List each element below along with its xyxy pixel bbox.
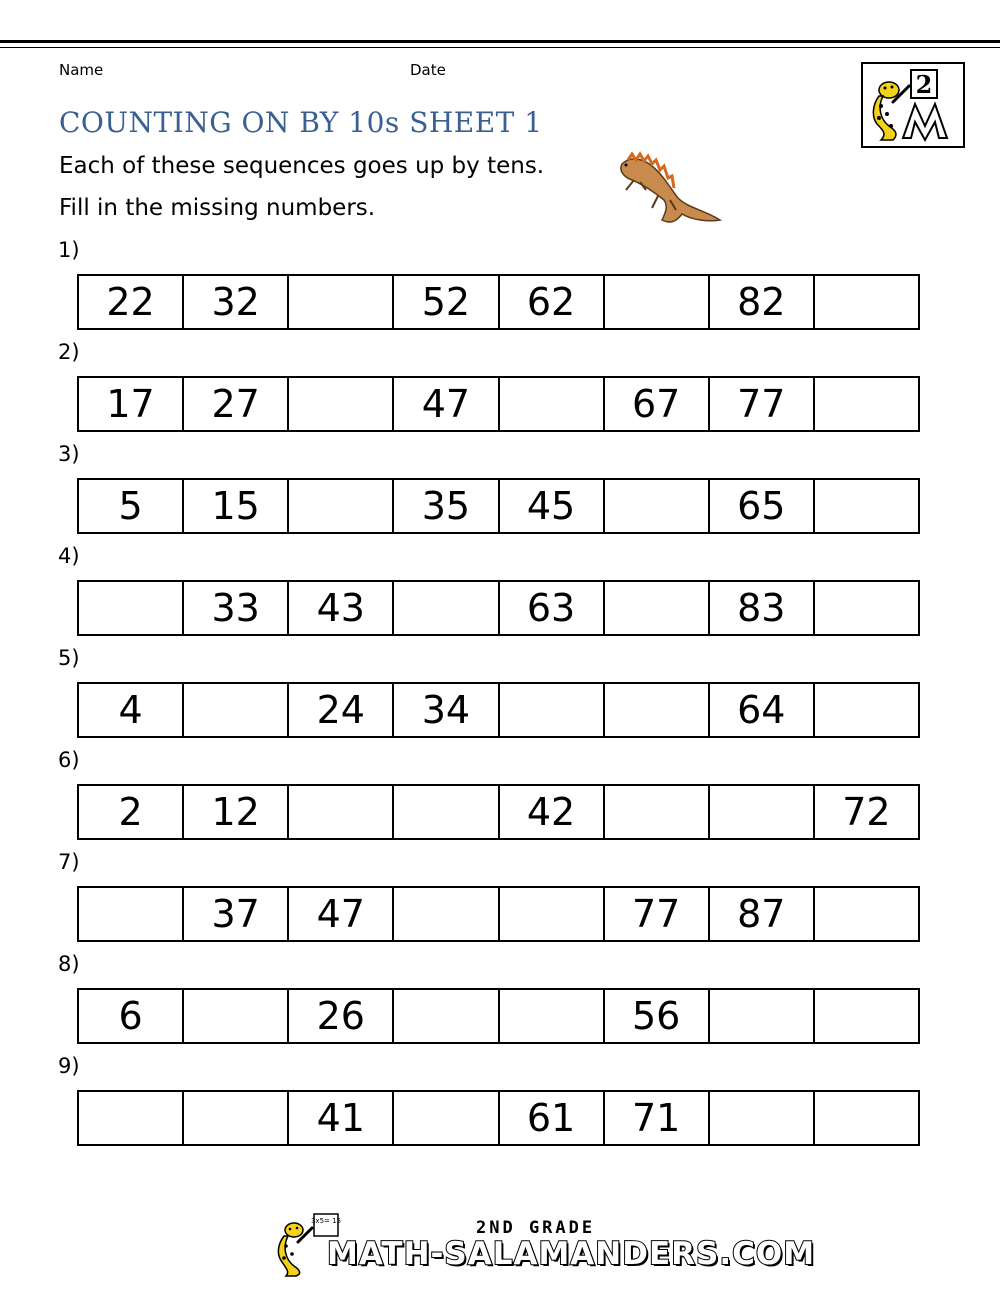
sequence-cell[interactable]: 4 (79, 684, 184, 736)
sequence-cell[interactable] (394, 990, 499, 1042)
sequence-cell[interactable]: 65 (710, 480, 815, 532)
sequence-cell[interactable] (710, 1092, 815, 1144)
sequence-cell[interactable]: 43 (289, 582, 394, 634)
question-label-9: 9) (58, 1054, 80, 1078)
sequence-cell[interactable]: 71 (605, 1092, 710, 1144)
sequence-cell[interactable]: 2 (79, 786, 184, 838)
salamander-logo-icon (863, 64, 963, 146)
sequence-cell[interactable] (605, 684, 710, 736)
sequence-cell[interactable] (289, 480, 394, 532)
sequence-cell[interactable] (605, 786, 710, 838)
footer-board-text: 3x5= 15 (310, 1217, 342, 1225)
sequence-row-1 (77, 274, 920, 330)
sequence-cell[interactable] (394, 582, 499, 634)
date-label: Date (410, 61, 446, 79)
sequence-cell[interactable] (184, 1092, 289, 1144)
sequence-cell[interactable]: 77 (605, 888, 710, 940)
instruction-line-2: Fill in the missing numbers. (59, 195, 376, 221)
sequence-row-4 (77, 580, 920, 636)
sequence-cell[interactable]: 26 (289, 990, 394, 1042)
sequence-cell[interactable]: 37 (184, 888, 289, 940)
sequence-cell[interactable] (394, 786, 499, 838)
sequence-cell[interactable]: 56 (605, 990, 710, 1042)
question-label-8: 8) (58, 952, 80, 976)
sequence-cell[interactable]: 6 (79, 990, 184, 1042)
sequence-cell[interactable]: 22 (79, 276, 184, 328)
sequence-cell[interactable] (815, 684, 918, 736)
sequence-row-2 (77, 376, 920, 432)
question-label-6: 6) (58, 748, 80, 772)
sequence-cell[interactable] (500, 378, 605, 430)
sequence-cell[interactable] (79, 888, 184, 940)
footer-site-name[interactable]: MATH-SALAMANDERS.COM (327, 1236, 816, 1272)
sequence-cell[interactable] (79, 1092, 184, 1144)
sequence-cell[interactable] (605, 276, 710, 328)
sequence-cell[interactable] (710, 990, 815, 1042)
sequence-cell[interactable] (289, 786, 394, 838)
sequence-cell[interactable]: 5 (79, 480, 184, 532)
sequence-cell[interactable]: 32 (184, 276, 289, 328)
sequence-cell[interactable]: 63 (500, 582, 605, 634)
sequence-cell[interactable]: 47 (289, 888, 394, 940)
sequence-cell[interactable] (289, 276, 394, 328)
sequence-cell[interactable] (500, 990, 605, 1042)
sequence-cell[interactable]: 12 (184, 786, 289, 838)
sequence-cell[interactable]: 42 (500, 786, 605, 838)
sequence-cell[interactable]: 83 (710, 582, 815, 634)
sequence-cell[interactable]: 82 (710, 276, 815, 328)
sequence-cell[interactable] (394, 888, 499, 940)
sequence-cell[interactable]: 33 (184, 582, 289, 634)
sequence-cell[interactable]: 27 (184, 378, 289, 430)
question-label-2: 2) (58, 340, 80, 364)
sequence-cell[interactable] (815, 888, 918, 940)
newt-illustration (612, 150, 730, 232)
page-title: COUNTING ON BY 10s SHEET 1 (59, 106, 543, 139)
sequence-cell[interactable] (289, 378, 394, 430)
sequence-cell[interactable] (184, 684, 289, 736)
top-rule-thin (0, 47, 1000, 48)
sequence-cell[interactable]: 61 (500, 1092, 605, 1144)
question-label-5: 5) (58, 646, 80, 670)
sequence-cell[interactable] (605, 480, 710, 532)
sequence-cell[interactable] (815, 276, 918, 328)
sequence-row-5 (77, 682, 920, 738)
sequence-cell[interactable] (710, 786, 815, 838)
sequence-cell[interactable] (79, 582, 184, 634)
sequence-row-9 (77, 1090, 920, 1146)
top-rule-thick (0, 40, 1000, 43)
sequence-row-8 (77, 988, 920, 1044)
sequence-cell[interactable] (394, 1092, 499, 1144)
sequence-cell[interactable]: 45 (500, 480, 605, 532)
grade-logo (861, 62, 965, 148)
sequence-cell[interactable]: 77 (710, 378, 815, 430)
sequence-row-7 (77, 886, 920, 942)
question-label-4: 4) (58, 544, 80, 568)
sequence-cell[interactable] (500, 684, 605, 736)
sequence-cell[interactable]: 17 (79, 378, 184, 430)
sequence-cell[interactable] (815, 1092, 918, 1144)
sequence-cell[interactable]: 24 (289, 684, 394, 736)
sequence-cell[interactable]: 64 (710, 684, 815, 736)
sequence-cell[interactable] (184, 990, 289, 1042)
sequence-cell[interactable] (605, 582, 710, 634)
sequence-cell[interactable]: 52 (394, 276, 499, 328)
sequence-cell[interactable] (815, 582, 918, 634)
footer-grade-label: 2ND GRADE (476, 1218, 596, 1238)
sequence-cell[interactable] (500, 888, 605, 940)
name-label: Name (59, 61, 104, 79)
sequence-cell[interactable]: 72 (842, 790, 891, 834)
sequence-row-6 (77, 784, 920, 840)
sequence-cell[interactable]: 41 (289, 1092, 394, 1144)
sequence-row-3 (77, 478, 920, 534)
sequence-cell[interactable]: 87 (710, 888, 815, 940)
instruction-line-1: Each of these sequences goes up by tens. (59, 153, 545, 179)
question-label-1: 1) (58, 238, 80, 262)
logo-number: 2 (915, 70, 933, 99)
sequence-cell[interactable]: 67 (605, 378, 710, 430)
sequence-cell[interactable]: 47 (394, 378, 499, 430)
question-label-7: 7) (58, 850, 80, 874)
sequence-cell[interactable] (815, 480, 918, 532)
sequence-cell[interactable] (815, 378, 918, 430)
sequence-cell[interactable]: 34 (394, 684, 499, 736)
question-label-3: 3) (58, 442, 80, 466)
sequence-cell[interactable]: 62 (500, 276, 605, 328)
sequence-cell[interactable] (815, 990, 918, 1042)
sequence-cell[interactable]: 35 (394, 480, 499, 532)
sequence-cell[interactable]: 15 (184, 480, 289, 532)
